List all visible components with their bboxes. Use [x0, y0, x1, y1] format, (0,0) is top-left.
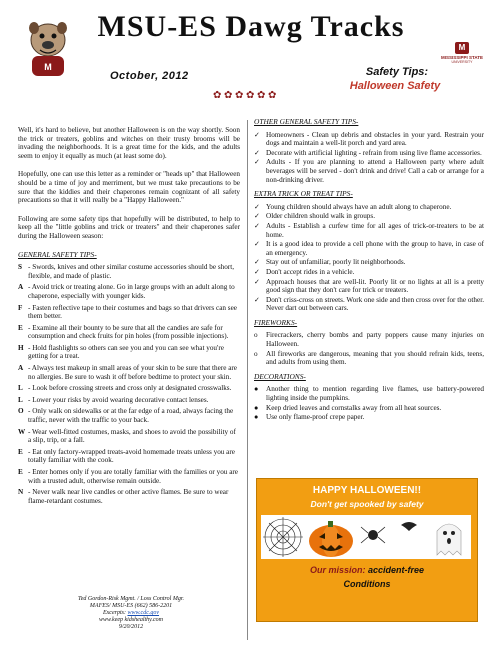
- footer-excerpts-label: Excerpts:: [102, 610, 126, 616]
- checkmark-icon: ✓: [254, 240, 261, 249]
- issue-date: October, 2012: [110, 70, 189, 82]
- tip-text: Homeowners - Clean up debris and obstacles in your yard. Restrain your dogs and maintain a well-lit porch and yard area.: [266, 130, 484, 148]
- acrostic-letter: A: [18, 364, 24, 373]
- list-item: [254, 258, 484, 267]
- list-item: [18, 428, 240, 445]
- checkmark-icon: ✓: [254, 221, 261, 230]
- halloween-banner: [256, 478, 478, 622]
- tip-text: - Fasten reflective tape to their costumes and bags so that drivers can see them better.: [28, 303, 237, 321]
- acrostic-letter: E: [18, 447, 23, 456]
- tip-text: - Never walk near live candles or other active flames. Be sure to wear flame-retardant costumes.: [28, 488, 229, 505]
- paw-print-row: [213, 90, 283, 102]
- tip-text: Stay out of unfamiliar, poorly lit neighborhoods.: [266, 258, 406, 267]
- intro-paragraph: Hopefully, one can use this letter as a reminder or "heads up" that Halloween should be a time of joy and merriment, but we must take precautions to be sure that the kiddies and their chaperones remain cognizant of all safety precautions so that it will really be a "Happy Halloween.": [18, 170, 240, 205]
- checkmark-icon: ✓: [254, 158, 261, 167]
- tip-text: Don't accept rides in a vehicle.: [266, 267, 355, 276]
- cdc-link[interactable]: www.cdc.gov: [127, 610, 160, 616]
- tip-text: - Avoid trick or treating alone. Go in large groups with an adult along to chaperone, especially with younger kids.: [28, 283, 235, 300]
- tip-text: - Look before crossing streets and cross only at designated crosswalks.: [28, 384, 232, 393]
- checkmark-icon: ✓: [254, 148, 261, 157]
- tips-topic: Halloween Safety: [349, 80, 441, 92]
- footer-author: Ted Gordon-Risk Mgmt. / Loss Control Mgr.: [77, 596, 184, 602]
- section-heading-other: OTHER GENERAL SAFETY TIPS-: [254, 117, 359, 126]
- acrostic-letter: H: [18, 343, 24, 352]
- left-column: [18, 126, 240, 508]
- checkmark-icon: ✓: [254, 258, 261, 267]
- footer-credits: [46, 596, 216, 631]
- tip-text: Decorate with artificial lighting - refrain from using live flame accessories.: [266, 148, 482, 157]
- tip-text: It is a good idea to provide a cell phone with the group to have, in case of an emergency.: [266, 240, 484, 257]
- pumpkin-icon: [309, 521, 353, 557]
- tip-text: - Hold flashlights so others can see you and you can see what you're getting for a treat.: [28, 343, 224, 361]
- intro-paragraph: Well, it's hard to believe, but another Halloween is on the way shortly. Soon the trick or treaters, goblins and witches on their trusty brooms will be invading the neighborhoods. It is a great time for the kids, and the adults seem to enjoy it equally as much (at least some do).: [18, 126, 240, 160]
- banner-headline: HAPPY HALLOWEEN!!: [312, 485, 422, 496]
- tip-text: Approach houses that are well-lit. Poorly lit or no lights at all is a pretty good sign that they don't care for trick or treaters.: [266, 277, 484, 295]
- acrostic-letter: O: [18, 407, 24, 416]
- acrostic-letter: E: [18, 468, 23, 476]
- list-item: [254, 413, 484, 422]
- list-item: [254, 203, 484, 212]
- tip-text: - Swords, knives and other similar costume accessories should be short, flexible, and made of plastic.: [28, 263, 235, 280]
- list-item: [18, 468, 240, 485]
- footer-date: 9/20/2012: [118, 624, 144, 630]
- list-item: [18, 488, 240, 505]
- tip-text: - Eat only factory-wrapped treats-avoid homemade treats unless you are totally familiar with the cook.: [28, 447, 235, 465]
- bulldog-mascot-logo: [22, 18, 74, 80]
- tip-text: - Lower your risks by avoid wearing decorative contact lenses.: [28, 395, 209, 404]
- list-item: [254, 149, 484, 158]
- decorations-list: [254, 385, 484, 421]
- spiderweb-icon: [263, 517, 303, 557]
- acrostic-letter: S: [18, 263, 22, 272]
- list-item: [254, 385, 484, 402]
- logo-name: MISSISSIPPI STATE: [440, 55, 484, 60]
- acrostic-letter: N: [18, 488, 24, 497]
- circle-bullet-icon: o: [254, 331, 258, 340]
- section-heading-general: GENERAL SAFETY TIPS-: [18, 249, 97, 259]
- list-item: [254, 404, 484, 413]
- banner-subheadline: Don't get spooked by safety: [310, 499, 424, 509]
- tip-text: Young children should always have an adult along to chaperone.: [266, 202, 452, 211]
- acrostic-letter: A: [18, 283, 24, 292]
- list-item: [254, 131, 484, 148]
- list-item: [254, 278, 484, 295]
- tips-label: Safety Tips:: [365, 66, 429, 78]
- paw-icon: ✿: [224, 90, 233, 101]
- mission-line: [257, 565, 477, 575]
- tip-text: - Wear well-fitted costumes, masks, and shoes to avoid the possibility of a slip, trip, or a fall.: [28, 427, 236, 445]
- list-item: [254, 331, 484, 348]
- list-item: [254, 240, 484, 257]
- list-item: [254, 222, 484, 239]
- svg-text:M: M: [44, 62, 52, 72]
- list-item: [18, 344, 240, 361]
- tip-text: Adults - Establish a curfew time for all ages of trick-or-treaters to be at home.: [266, 221, 484, 239]
- list-item: [254, 268, 484, 277]
- list-item: [254, 212, 484, 221]
- checkmark-icon: ✓: [254, 130, 261, 139]
- list-item: [18, 448, 240, 465]
- list-item: [18, 407, 240, 424]
- circle-bullet-icon: o: [254, 349, 258, 358]
- list-item: [18, 384, 240, 393]
- footer-site: www.keep kidshealthy.com: [98, 617, 164, 623]
- spider-icon: [361, 527, 385, 543]
- list-item: [254, 296, 484, 313]
- tip-text: Adults - If you are planning to attend a Halloween party where adult beverages will be served - don't drink and drive! Call a cab or arrange for a non-drinking driver.: [266, 158, 484, 184]
- list-item: [18, 364, 240, 381]
- bullet-icon: ●: [254, 403, 259, 412]
- mission-text: accident-free: [368, 565, 425, 575]
- extra-tips-list: [254, 203, 484, 313]
- checkmark-icon: ✓: [254, 212, 261, 221]
- list-item: [18, 283, 240, 300]
- tip-text: - Always test makeup in small areas of your skin to be sure that there are no allergies. Be sure to wash it off before bedtime to protect your skin.: [28, 364, 237, 381]
- acrostic-letter: L: [18, 395, 23, 404]
- acrostic-letter: E: [18, 323, 23, 332]
- tip-text: Older children should walk in groups.: [266, 212, 375, 221]
- tip-text: Don't criss-cross on streets. Work one side and then cross over for the other. Never dart out between cars.: [266, 295, 484, 313]
- section-heading-extra: EXTRA TRICK OR TREAT TIPS-: [254, 189, 353, 199]
- paw-icon: ✿: [246, 90, 255, 101]
- column-divider: [247, 120, 248, 640]
- tip-text: All fireworks are dangerous, meaning that you should refrain kids, teens, and adults from using them.: [266, 349, 484, 367]
- ghost-icon: [437, 524, 461, 555]
- paw-icon: ✿: [213, 90, 222, 101]
- bullet-icon: ●: [254, 385, 259, 394]
- checkmark-icon: ✓: [254, 202, 261, 211]
- right-column: [254, 118, 484, 428]
- university-logo: M MISSISSIPPI STATE UNIVERSITY: [440, 43, 484, 64]
- mission-label: Our mission:: [309, 565, 366, 575]
- tip-text: - Only walk on sidewalks or at the far edge of a road, always facing the traffic, never with the traffic to your back.: [28, 407, 234, 425]
- acrostic-letter: W: [18, 427, 26, 436]
- bullet-icon: ●: [254, 413, 259, 422]
- logo-sub: UNIVERSITY: [451, 60, 473, 64]
- list-item: [18, 396, 240, 405]
- paw-icon: ✿: [257, 90, 266, 101]
- newsletter-title: MSU-ES Dawg Tracks: [97, 10, 405, 43]
- acrostic-letter: F: [18, 303, 23, 312]
- bat-icon: [401, 522, 417, 531]
- general-tips-list: [18, 263, 240, 505]
- list-item: [18, 304, 240, 321]
- list-item: [254, 350, 484, 367]
- section-heading-fireworks: FIREWORKS-: [254, 317, 298, 327]
- acrostic-letter: L: [18, 384, 23, 393]
- intro-paragraph: Following are some safety tips that hopefully will be distributed, to help to keep all the "little goblins and trick or treaters" and their chaperones safer during the Halloween season:: [18, 214, 240, 240]
- mission-text-2: Conditions: [343, 579, 391, 589]
- section-heading-decorations: DECORATIONS-: [254, 371, 306, 381]
- tip-text: - Enter homes only if you are totally familiar with the families or you are with a trusted adult, otherwise remain outside.: [28, 468, 238, 485]
- tip-text: Another thing to mention regarding live flames, use battery-powered lighting inside the pumpkins.: [266, 385, 484, 403]
- tip-text: Keep dried leaves and cornstalks away from all heat sources.: [266, 403, 442, 412]
- list-item: [18, 263, 240, 280]
- other-tips-list: [254, 131, 484, 185]
- paw-icon: ✿: [268, 90, 277, 101]
- checkmark-icon: ✓: [254, 267, 261, 276]
- tip-text: - Examine all their bounty to be sure that all the candies are safe for consumption and check fruits for pin holes (from possible injections).: [28, 323, 229, 341]
- tip-text: Use only flame-proof crepe paper.: [266, 413, 365, 422]
- tip-text: Firecrackers, cherry bombs and party poppers cause many injuries on Halloween.: [266, 331, 484, 349]
- footer-phone: MAFES/ MSU-ES (662) 586-2201: [89, 603, 173, 609]
- list-item: [254, 158, 484, 184]
- fireworks-list: [254, 331, 484, 366]
- paw-icon: ✿: [235, 90, 244, 101]
- checkmark-icon: ✓: [254, 277, 261, 286]
- halloween-illustration: [261, 515, 471, 559]
- checkmark-icon: ✓: [254, 295, 261, 304]
- list-item: [18, 324, 240, 341]
